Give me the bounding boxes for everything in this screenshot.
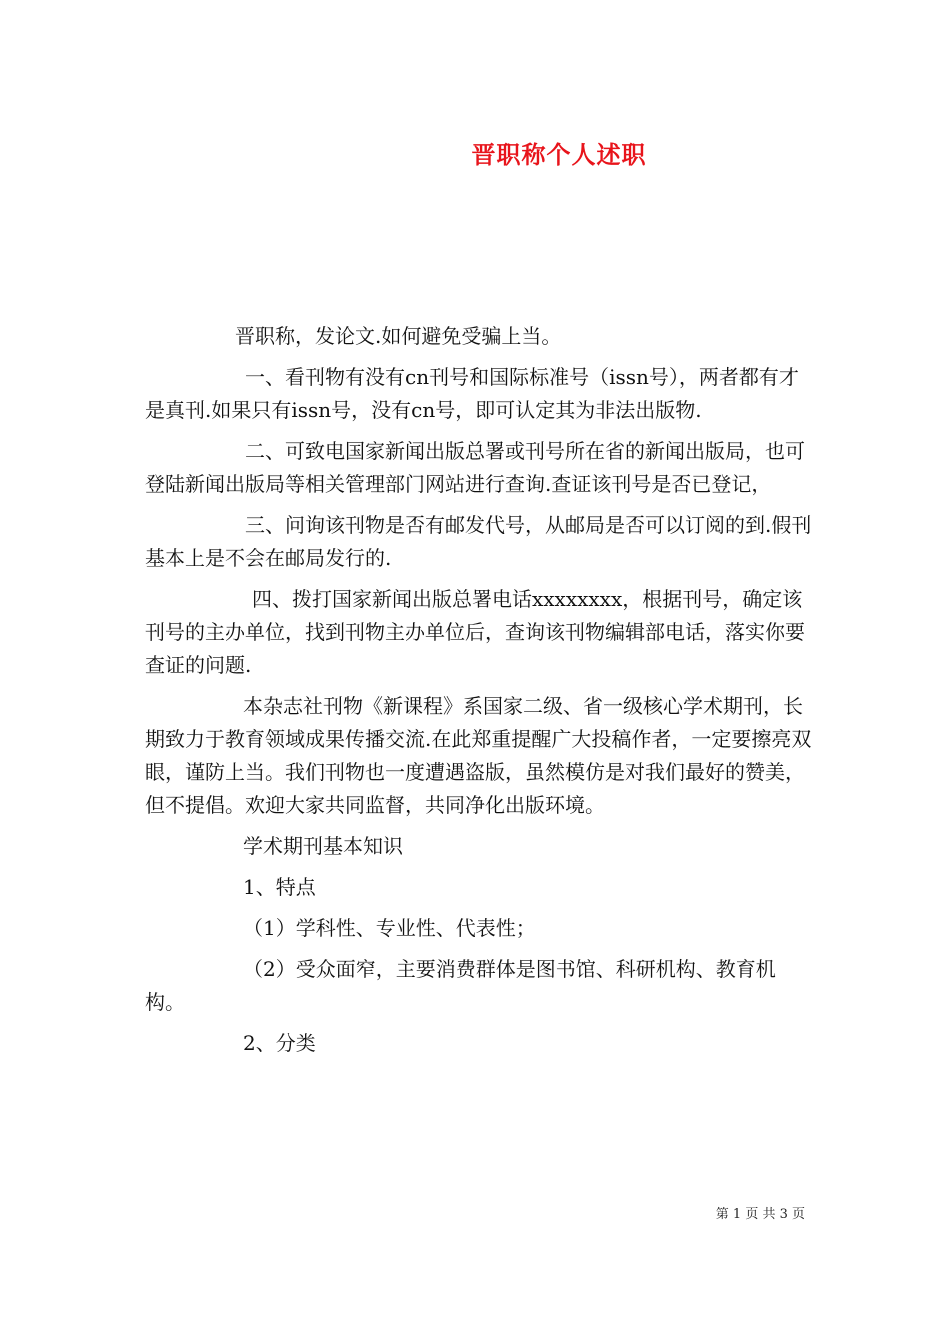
document-body	[145, 320, 815, 1068]
section-heading: 学术期刊基本知识	[243, 834, 403, 858]
list-item: （2）受众面窄，主要消费群体是图书馆、科研机构、教育机构。	[145, 957, 776, 1014]
subsection-heading-categories: 2、分类	[243, 1031, 316, 1055]
paragraph-point-2: 二、可致电国家新闻出版总署或刊号所在省的新闻出版局，也可登陆新闻出版局等相关管理部门网站进行查询.查证该刊号是否已登记，	[145, 439, 805, 496]
paragraph-point-1: 一、看刊物有没有cn刊号和国际标准号（issn号），两者都有才是真刊.如果只有issn号，没有cn号，即可认定其为非法出版物.	[145, 365, 799, 422]
document-title: 晋职称个人述职	[471, 140, 647, 169]
paragraph-point-4: 四、拨打国家新闻出版总署电话xxxxxxxx，根据刊号，确定该刊号的主办单位，找到刊物主办单位后，查询该刊物编辑部电话，落实你要查证的问题.	[145, 587, 805, 677]
page-number	[716, 1203, 805, 1222]
paragraph-intro: 晋职称，发论文.如何避免受骗上当。	[235, 324, 562, 348]
subsection-heading-features: 1、特点	[243, 875, 316, 899]
page-number-label: 第 1 页 共 3 页	[715, 1207, 805, 1222]
paragraph-notice: 本杂志社刊物《新课程》系国家二级、省一级核心学术期刊，长期致力于教育领域成果传播交流.在此郑重提醒广大投稿作者，一定要擦亮双眼，谨防上当。我们刊物也一度遭遇盗版，虽然模仿是对我们最好的赞美，但不提倡。欢迎大家共同监督，共同净化出版环境。	[145, 694, 812, 817]
paragraph-point-3: 三、问询该刊物是否有邮发代号，从邮局是否可以订阅的到.假刊基本上是不会在邮局发行的.	[145, 513, 812, 570]
list-item: （1）学科性、专业性、代表性；	[243, 916, 536, 940]
